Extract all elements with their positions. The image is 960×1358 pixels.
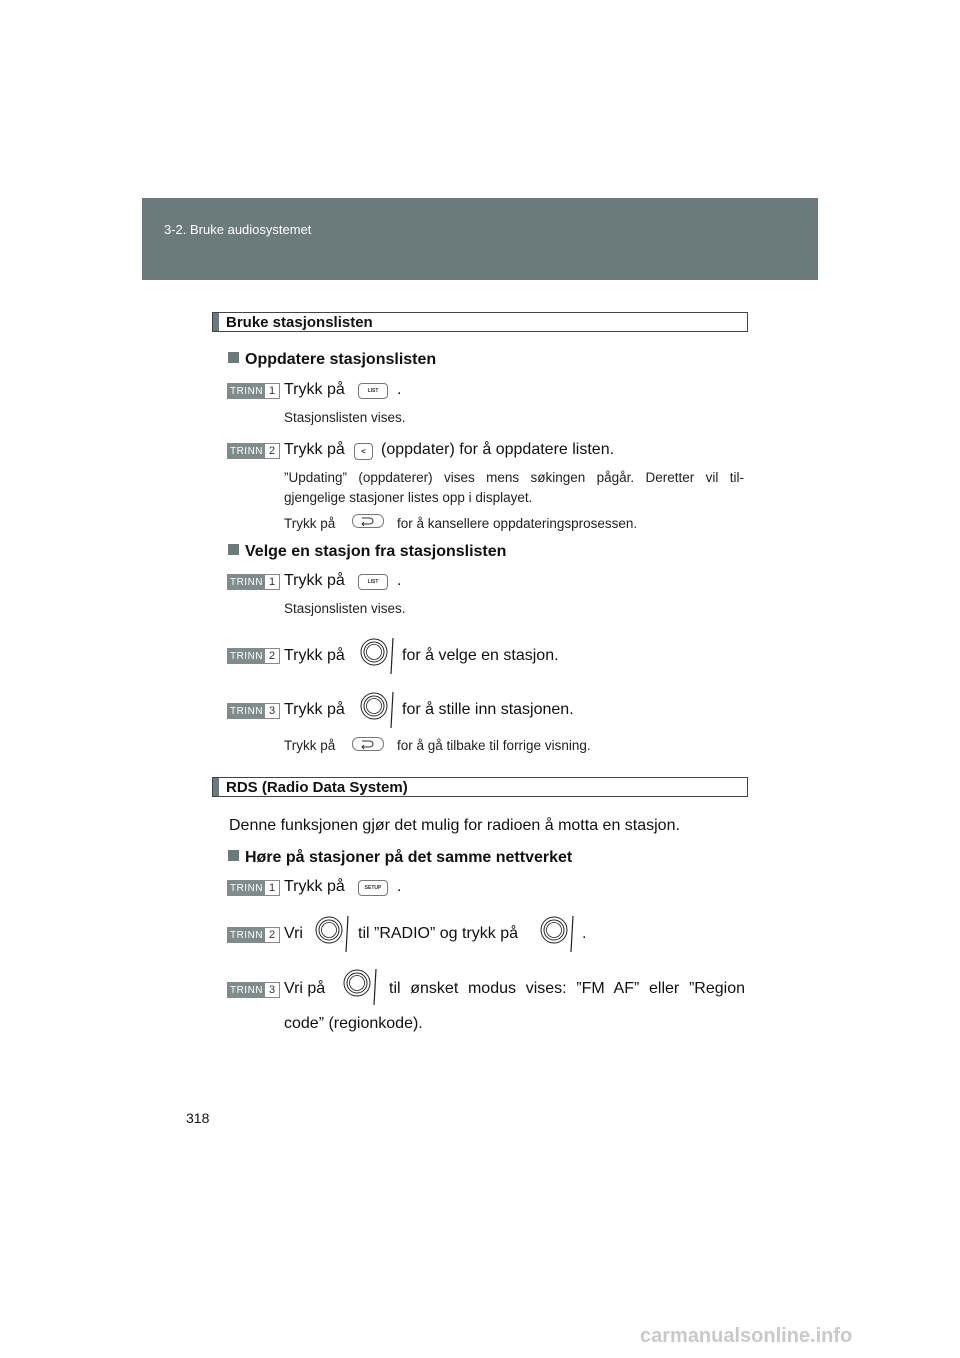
step-badge: TRINN 2 [227, 927, 280, 943]
tune-knob-icon [341, 967, 381, 1009]
list-button-icon: LIST [358, 574, 388, 590]
section-heading-rds: RDS (Radio Data System) [212, 777, 748, 797]
back-button-icon [352, 514, 384, 528]
list-button-icon: LIST [358, 383, 388, 399]
step-badge: TRINN 2 [227, 648, 280, 664]
back-button-icon [352, 737, 384, 751]
subheading-same-network: Høre på stasjoner på det samme nettverket [228, 849, 572, 867]
step-badge: TRINN 3 [227, 982, 280, 998]
step-badge: TRINN 1 [227, 880, 280, 896]
tune-knob-icon [313, 914, 353, 956]
note-text: Stasjonslisten vises. [284, 410, 406, 425]
step-badge: TRINN 2 [227, 443, 280, 459]
step-badge: TRINN 1 [227, 574, 280, 590]
square-bullet-icon [228, 352, 239, 363]
chapter-title: 3-2. Bruke audiosystemet [164, 222, 312, 237]
step-text: Trykk på [284, 381, 345, 398]
watermark: carmanualsonline.info [640, 1325, 853, 1347]
tune-knob-icon [538, 914, 578, 956]
setup-button-icon: SETUP [358, 880, 388, 896]
update-button-icon: < [354, 443, 373, 460]
step-badge: TRINN 3 [227, 703, 280, 719]
subheading-update-list: Oppdatere stasjonslisten [228, 351, 436, 369]
chapter-header [142, 198, 818, 280]
square-bullet-icon [228, 850, 239, 861]
tune-knob-icon [358, 636, 398, 678]
step-badge: TRINN 1 [227, 383, 280, 399]
page-number: 318 [186, 1110, 210, 1126]
rds-intro-text: Denne funksjonen gjør det mulig for radioen å motta en stasjon. [229, 817, 680, 834]
subheading-select-station: Velge en stasjon fra stasjonslisten [228, 543, 506, 561]
note-text: ”Updating” (oppdaterer) vises mens søkingen pågår. Deretter vil til-gjengelige stasjoner listes opp i displayet. [284, 470, 744, 505]
tune-knob-icon [358, 690, 398, 732]
square-bullet-icon [228, 544, 239, 555]
section-heading-station-list: Bruke stasjonslisten [212, 312, 748, 332]
